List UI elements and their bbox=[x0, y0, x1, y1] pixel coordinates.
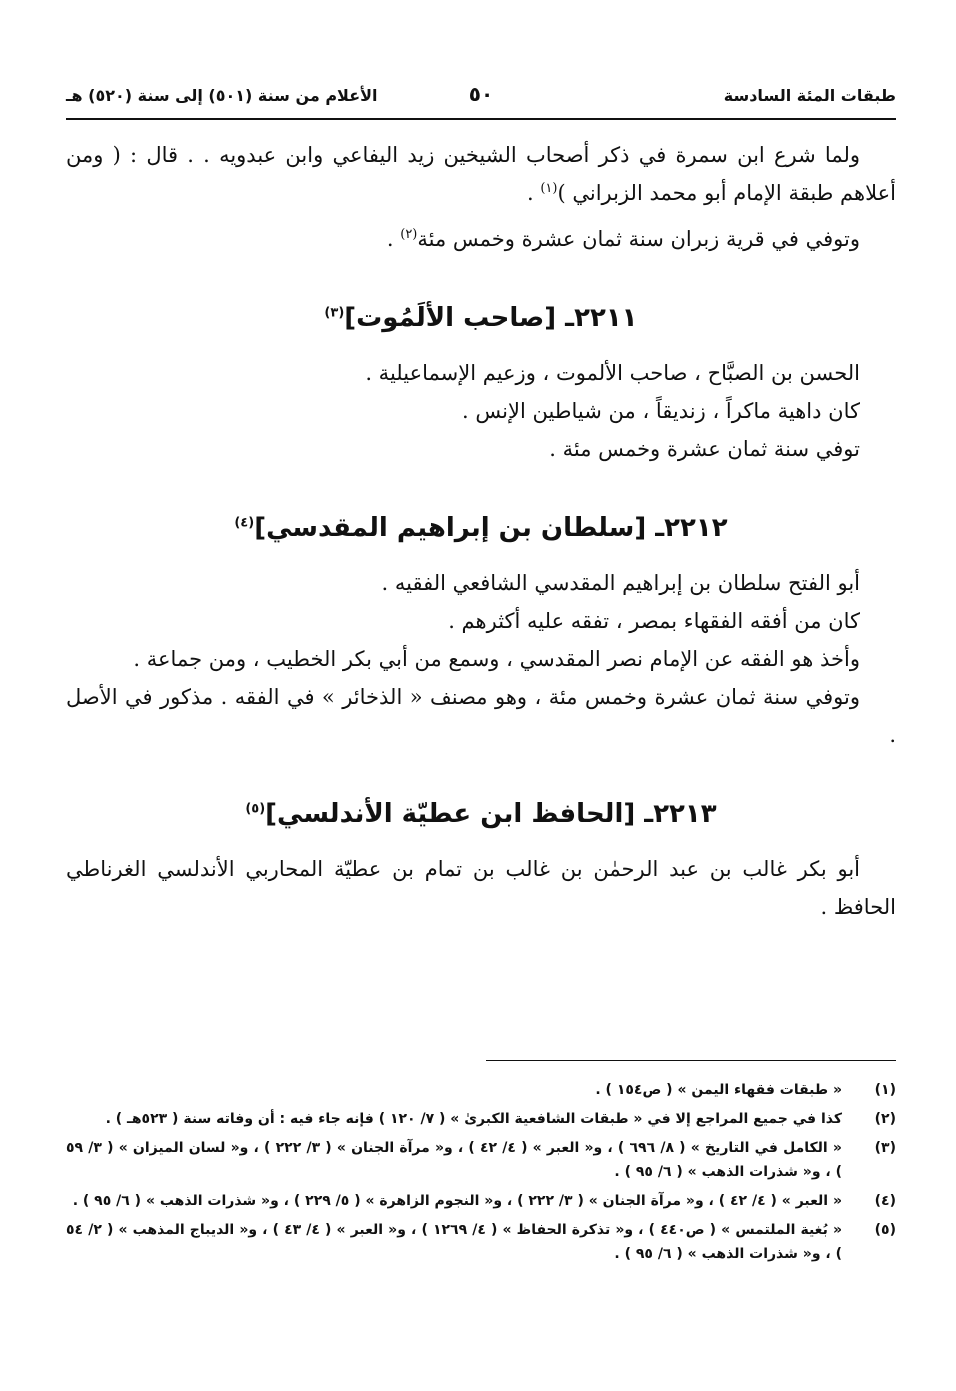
entry-2212-paragraph: كان من أفقه الفقهاء بمصر ، تفقه عليه أكثرهم . bbox=[448, 609, 860, 633]
entry-2212-paragraph: وتوفي سنة ثمان عشرة وخمس مئة ، وهو مصنف « الذخائر » في الفقه . مذكور في الأصل . bbox=[66, 685, 896, 747]
entry-heading-2211 bbox=[66, 258, 896, 354]
header-range-title: الأعلام من سنة (٥٠١) إلى سنة (٥٢٠) هـ bbox=[66, 86, 378, 105]
main-text bbox=[66, 136, 896, 926]
entry-2213-paragraph: أبو بكر غالب بن عبد الرحمٰن بن غالب بن تمام بن عطيّة المحاربي الأندلسي الغرناطي الحافظ . bbox=[66, 857, 896, 919]
footnote-item bbox=[66, 1218, 896, 1266]
intro-paragraph-1: ولما شرع ابن سمرة في ذكر أصحاب الشيخين زيد اليفاعي وابن عبدويه . . قال : ( ومن أعلاهم طبقة الإمام أبو محمد الزبراني )$^{(١)}$ . bbox=[66, 143, 896, 205]
entry-2212-paragraph: أبو الفتح سلطان بن إبراهيم المقدسي الشافعي الفقيه . bbox=[381, 571, 860, 595]
footnote-text: « طبقات فقهاء اليمن » ( ص١٥٤ ) . bbox=[595, 1082, 842, 1098]
footnote-ref-2[interactable]: (٢) bbox=[400, 227, 418, 242]
footnote-ref-1[interactable]: (١) bbox=[540, 181, 558, 196]
entry-title: ٢٢١٢ـ [سلطان بن إبراهيم المقدسي]$^{(٤)}$ bbox=[234, 513, 728, 543]
footnote-number: (٥) bbox=[874, 1222, 896, 1238]
footnote-text: « العبر » ( ٤/ ٤٢ ) ، و« مرآة الجنان » ( ٣/ ٢٢٢ ) ، و« النجوم الزاهرة » ( ٥/ ٢٢٩ ) ، و« شذرات الذهب » ( ٦/ ٩٥ ) . bbox=[72, 1193, 842, 1209]
intro-paragraph-2: وتوفي في قرية زبران سنة ثمان عشرة وخمس مئة$^{(٢)}$ . bbox=[386, 227, 860, 251]
footnote-item bbox=[66, 1107, 896, 1131]
entry-2211-paragraph: الحسن بن الصبَّاح ، صاحب الألموت ، وزعيم الإسماعيلية . bbox=[365, 361, 860, 385]
footnote-text: « الكامل في التاريخ » ( ٨/ ٦٩٦ ) ، و« العبر » ( ٤/ ٤٢ ) ، و« مرآة الجنان » ( ٣/ ٢٢٢ ) ، و« لسان الميزان » ( ٣/ ٥٩ ) ، و« شذرات الذهب » ( ٦/ ٩٥ ) . bbox=[66, 1140, 842, 1180]
entry-2211-paragraph: كان داهية ماكراً ، زنديقاً ، من شياطين الإنس . bbox=[462, 399, 860, 423]
entry-title: ٢٢١١ـ [صاحب الألَمُوت]$^{(٣)}$ bbox=[324, 303, 638, 333]
footnote-number: (١) bbox=[874, 1082, 896, 1098]
entry-2212-paragraph: وأخذ هو الفقه عن الإمام نصر المقدسي ، وسمع من أبي بكر الخطيب ، ومن جماعة . bbox=[133, 647, 860, 671]
footnote-number: (٤) bbox=[874, 1193, 896, 1209]
footnotes bbox=[66, 1078, 896, 1271]
footnote-text: « بُغية الملتمس » ( ص٤٤٠ ) ، و« تذكرة الحفاظ » ( ٤/ ١٢٦٩ ) ، و« العبر » ( ٤/ ٤٣ ) ، و« الديباج المذهب » ( ٢/ ٥٤ ) ، و« شذرات الذهب » ( ٦/ ٩٥ ) . bbox=[66, 1222, 842, 1262]
footnote-number: (٣) bbox=[874, 1140, 896, 1156]
entry-heading-2212 bbox=[66, 468, 896, 564]
footnote-number: (٢) bbox=[874, 1111, 896, 1127]
entry-title: ٢٢١٣ـ [الحافظ ابن عطيّة الأندلسي]$^{(٥)}$ bbox=[245, 799, 717, 829]
footnote-item bbox=[66, 1136, 896, 1184]
footnote-divider bbox=[486, 1060, 896, 1061]
page-header bbox=[66, 82, 896, 112]
footnote-item bbox=[66, 1189, 896, 1213]
entry-heading-2213 bbox=[66, 754, 896, 850]
page-number: ٥٠ bbox=[468, 82, 494, 106]
footnote-ref-4[interactable]: (٤) bbox=[234, 515, 255, 531]
footnote-item bbox=[66, 1078, 896, 1102]
header-section-title: طبقات المئة السادسة bbox=[723, 86, 896, 105]
footnote-ref-3[interactable]: (٣) bbox=[324, 305, 345, 321]
header-divider bbox=[66, 118, 896, 120]
footnote-text: كذا في جميع المراجع إلا في « طبقات الشافعية الكبرىٰ » ( ٧/ ١٢٠ ) فإنه جاء فيه : أن وفاته سنة ( ٥٢٣هـ ) . bbox=[105, 1111, 842, 1127]
entry-2211-paragraph: توفي سنة ثمان عشرة وخمس مئة . bbox=[549, 437, 860, 461]
footnote-ref-5[interactable]: (٥) bbox=[245, 801, 266, 817]
